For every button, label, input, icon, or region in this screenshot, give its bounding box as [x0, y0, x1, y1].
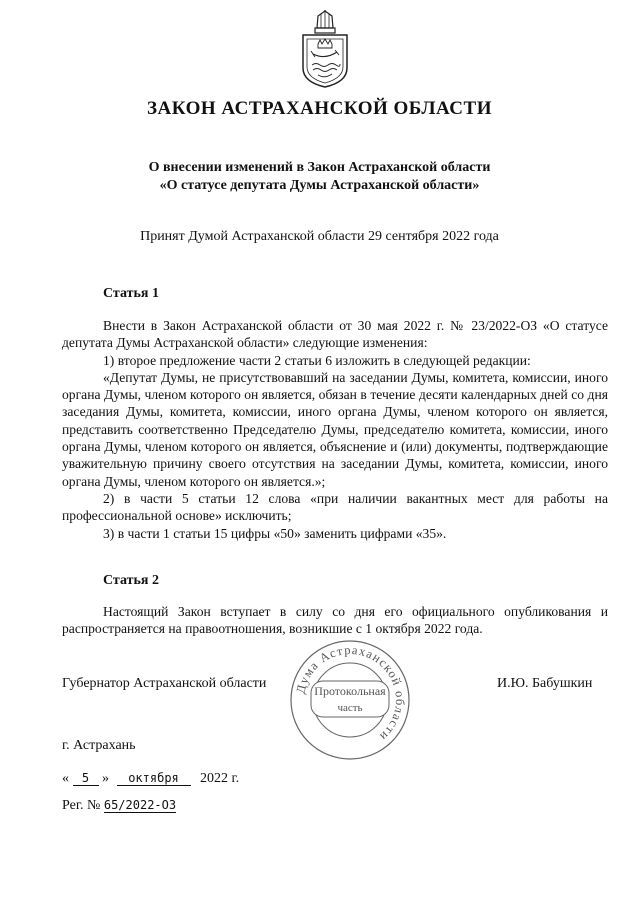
- city-label: г. Астрахань: [62, 738, 136, 753]
- article-1-item-3: 3) в части 1 статьи 15 цифры «50» заменить цифрами «35».: [103, 525, 447, 541]
- signing-date: [62, 771, 239, 787]
- date-close-quote: »: [102, 771, 109, 786]
- date-year: 2022 г.: [200, 771, 240, 786]
- reg-number: 65/2022-ОЗ: [103, 798, 177, 812]
- stamp-ring-text: Дума Астраханской области: [293, 642, 408, 745]
- article-2-text: Настоящий Закон вступает в силу со дня его официального опубликования и распространяется на правоотношения, возникшие с 1 октября 2022 года.: [62, 604, 608, 637]
- article-2-body: [62, 603, 608, 638]
- article-1-item-2: 2) в части 5 статьи 12 слова «при наличии вакантных мест для работы на профессиональной основе» исключить;: [62, 490, 608, 524]
- duma-stamp: [289, 639, 411, 761]
- date-open-quote: «: [62, 771, 69, 786]
- reg-label: Рег. №: [62, 798, 101, 813]
- registration: [62, 798, 176, 814]
- astrakhan-coat-of-arms-icon: [300, 10, 350, 88]
- subtitle-line-1: О внесении изменений в Закон Астраханской области: [148, 160, 491, 175]
- article-2-heading: Статья 2: [103, 573, 159, 588]
- article-1-heading: Статья 1: [103, 286, 159, 301]
- adoption-line: Принят Думой Астраханской области 29 сентября 2022 года: [140, 229, 499, 244]
- article-1-body: [62, 317, 608, 542]
- stamp-center-line-1: Протокольная: [314, 684, 386, 698]
- article-1-quote: «Депутат Думы, не присутствовавший на заседании Думы, комитета, комиссии, иного органа Думы, членом которого он является, обязан в течение десяти календарных дней со дня заседания Думы, комитета, комиссии, иного органа Думы, членом которого он является, представить соответственно Председателю Думы, председателю комитета, комиссии, иного органа Думы, членом которого он является, объяснение и (или) документы, подтверждающие уважительную причину своего отсутствия на заседании Думы, комитета, комиссии, иного органа Думы, членом которого он является.»;: [62, 369, 608, 489]
- article-1-intro: Внести в Закон Астраханской области от 30 мая 2022 г. № 23/2022-ОЗ «О статусе депутата Думы Астраханской области» следующие изменения:: [62, 318, 608, 351]
- law-subtitle: [0, 159, 639, 195]
- governor-position: Губернатор Астраханской области: [62, 676, 267, 691]
- subtitle-line-2: «О статусе депутата Думы Астраханской области»: [159, 178, 480, 193]
- date-day: 5: [73, 771, 99, 786]
- article-1-item-1: 1) второе предложение части 2 статьи 6 изложить в следующей редакции:: [103, 352, 531, 368]
- law-title: ЗАКОН АСТРАХАНСКОЙ ОБЛАСТИ: [147, 98, 492, 119]
- stamp-center-line-2: часть: [337, 702, 363, 714]
- date-month: октября: [117, 771, 191, 786]
- governor-name: И.Ю. Бабушкин: [497, 676, 593, 691]
